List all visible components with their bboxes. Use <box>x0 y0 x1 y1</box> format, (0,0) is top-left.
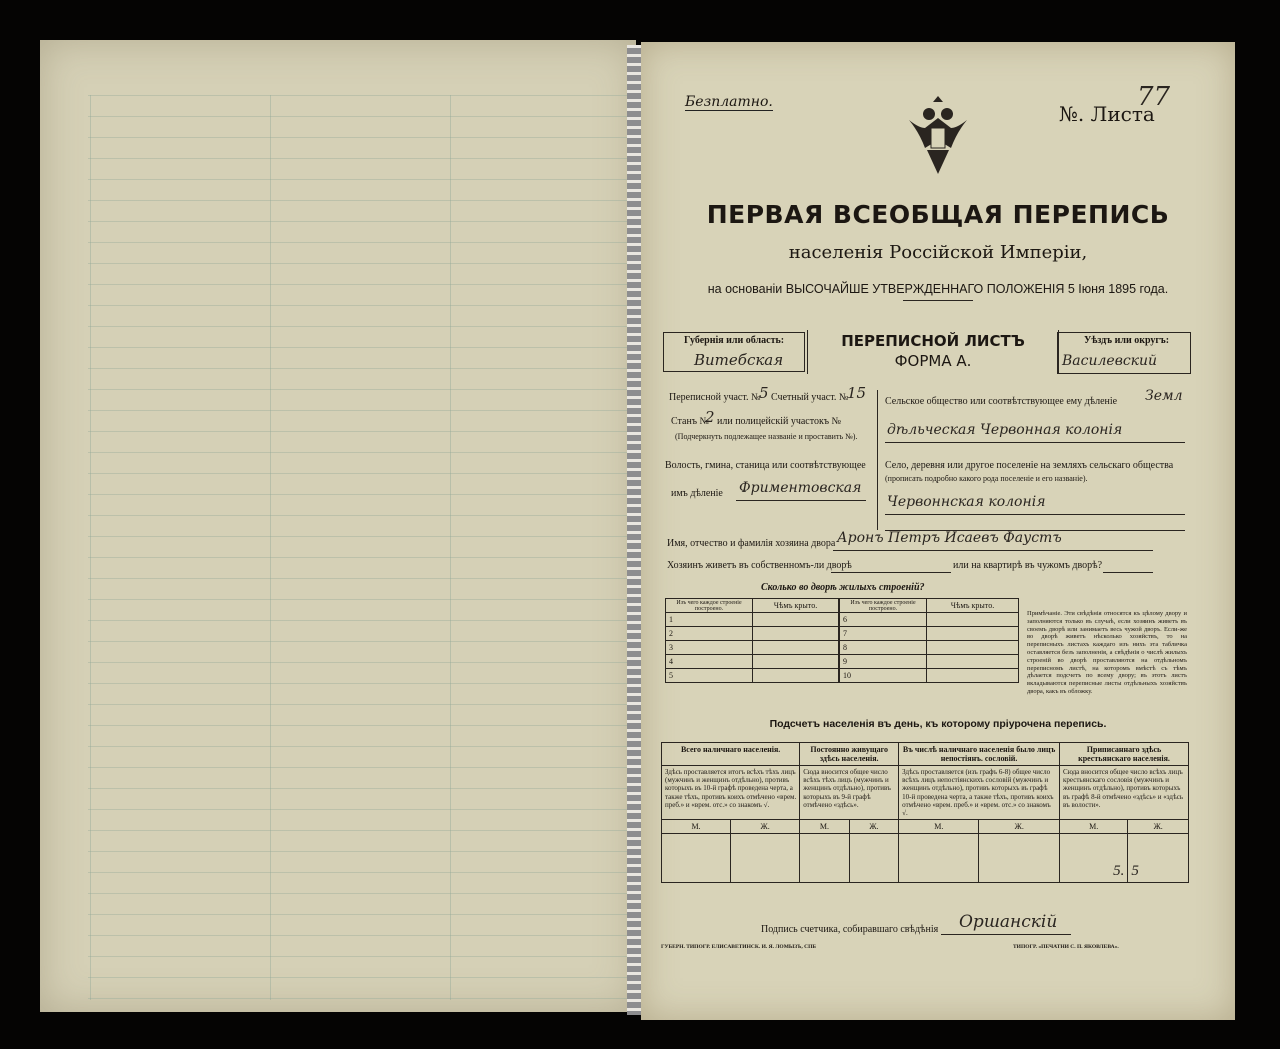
counting-district-value: 15 <box>847 384 867 402</box>
volost-label: Волость, гмина, станица или соотвѣтствующее <box>665 460 866 471</box>
owner-label: Имя, отчество и фамилія хозяина двора <box>667 538 836 549</box>
buildings-note: Примѣчаніе. Эти свѣдѣнія относятся къ цѣлому двору и заполняются только въ случаѣ, если хозяинъ живетъ въ своемъ дворѣ или занимаетъ весь чужой дворъ. Если-же во дворѣ живетъ нѣсколько хозяйствъ, то на переписныхъ листахъ каждаго изъ нихъ эта табличка оставляется безъ заполненія, а свѣдѣнія о числѣ жилыхъ строеній во дворѣ проставляются на отдѣльномъ переписномъ листѣ, на которомъ вмѣстѣ съ тѣмъ дѣлается подсчетъ по всему двору; въ этотъ листъ вкладываются переписные листы отдѣльныхъ хозяйствъ двора, какъ въ обложку. <box>1027 610 1187 695</box>
or-apartment-label: или на квартирѣ въ чужомъ дворѣ? <box>953 560 1103 571</box>
census-district-value: 5 <box>759 384 769 402</box>
form-name: ФОРМА А. <box>894 352 972 370</box>
counting-district-label: Счетный участ. № <box>771 392 849 403</box>
population-col4-f: 5 <box>1128 833 1189 882</box>
society-value-1: Земл <box>1145 388 1183 404</box>
population-col4-m: 5. <box>1060 833 1128 882</box>
footer-printer-left: ГУБЕРН. ТИПОГР. ЕЛИСАВЕТИНСК. И. Я. ЛОМЫЗЪ, СПБ <box>661 944 817 950</box>
society-value-2: дѣльческая Червонная колонія <box>887 422 1123 438</box>
population-table: Всего наличнаго населенія. Постоянно живущаго здѣсь населенія. Въ числѣ наличнаго населенія было лицъ непостіянъ. сословій. Приписаннаго здѣсь крестьянскаго населенія. Здѣсь проставляется итогъ всѣхъ тѣхъ лицъ (мужчинъ и женщинъ отдѣльно), противъ которыхъ въ 10-й графѣ проведена черта, а также тѣхъ, противъ коихъ отмѣчено «врем. преб.» и «врем. отс.» со знакомъ √. Сюда вносится общее число всѣхъ тѣхъ лицъ (мужчинъ и женщинъ отдѣльно), противъ которыхъ въ 9-й графѣ отмѣчено «здѣсь». Здѣсь проставляется (изъ графъ 6-8) общее число всѣхъ лицъ непостіянскихъ сословій (мужчинъ и женщинъ отдѣльно), противъ которыхъ въ графѣ 10-й проведена черта, а также тѣхъ, противъ коихъ отмѣчено «врем. преб.» и «врем. отс.» со знакомъ √. Сюда вносится общее число всѣхъ лицъ крестьянскаго сословія (мужчинъ и женщинъ отдѣльно), противъ которыхъ въ графѣ 8-й отмѣчено «здѣсь» и «здѣсь въ волости». М. Ж. М. Ж. М. Ж. М. Ж. 5. 5 <box>661 742 1189 883</box>
district-label: Уѣздъ или округъ: <box>1084 335 1170 346</box>
underline-note: (Подчеркнуть подлежащее названіе и проставить №). <box>675 432 858 441</box>
bleed-through-grid <box>88 95 628 1000</box>
police-label: или полицейскій участокъ № <box>717 416 842 427</box>
volost-value: Фриментовская <box>739 480 862 496</box>
buildings-question: Сколько во дворѣ жилыхъ строеній? <box>761 582 925 593</box>
province-box <box>663 332 805 372</box>
free-label: Безплатно. <box>685 94 773 110</box>
left-page-blank <box>40 40 636 1012</box>
census-subtitle: населенія Россійской Имперіи, <box>788 242 1088 263</box>
village-note: (прописать подробно какого рода поселеніе и его названіе). <box>885 474 1088 483</box>
society-label: Сельское общество или соотвѣтствующее ему дѣленіе <box>885 396 1118 407</box>
village-label: Село, деревня или другое поселеніе на земляхъ сельскаго общества <box>885 460 1174 471</box>
district-box <box>1057 332 1191 374</box>
census-district-label: Переписной участ. № <box>669 392 761 403</box>
buildings-table-right: Изъ чего каждое строеніе построено. Чѣмъ крыто. 6 7 8 9 10 <box>839 598 1019 683</box>
district-value: Василевский <box>1062 353 1158 369</box>
village-value: Червоннская колонія <box>887 494 1046 510</box>
owner-value: Аронъ Петръ Исаевъ Фаустъ <box>837 530 1062 546</box>
sheet-title-box <box>807 330 1059 374</box>
census-title: ПЕРВАЯ ВСЕОБЩАЯ ПЕРЕПИСЬ <box>706 200 1170 229</box>
double-headed-eagle-icon <box>905 92 971 178</box>
decree-line: на основаніи ВЫСОЧАЙШЕ УТВЕРЖДЕННАГО ПОЛОЖЕНІЯ 5 Іюня 1895 года. <box>707 282 1169 296</box>
signature-value: Оршанскiй <box>959 912 1058 932</box>
sheet-number-label: №. Листа <box>1059 102 1155 126</box>
population-heading: Подсчетъ населенія въ день, къ которому пріурочена перепись. <box>769 718 1107 730</box>
province-label: Губернія или область: <box>684 335 785 346</box>
footer-printer-right: ТИПОГР. «ПЕЧАТНИ С. П. ЯКОВЛЕВА». <box>1013 944 1119 950</box>
buildings-table-left: Изъ чего каждое строеніе построено. Чѣмъ крыто. 1 2 3 4 5 <box>665 598 839 683</box>
owner-lives-label: Хозяинъ живетъ въ собственномъ-ли дворѣ <box>667 560 852 571</box>
camp-value: 2 <box>705 408 715 426</box>
sheet-title: ПЕРЕПИСНОЙ ЛИСТЪ <box>841 332 1025 350</box>
camp-label: Станъ № <box>671 416 710 427</box>
census-form-page <box>641 42 1235 1020</box>
volost-label-2: имъ дѣленіе <box>671 488 723 499</box>
signature-label: Подпись счетчика, собиравшаго свѣдѣнія <box>761 924 939 935</box>
sheet-number-value: 77 <box>1137 82 1171 112</box>
province-value: Витебская <box>694 351 784 369</box>
